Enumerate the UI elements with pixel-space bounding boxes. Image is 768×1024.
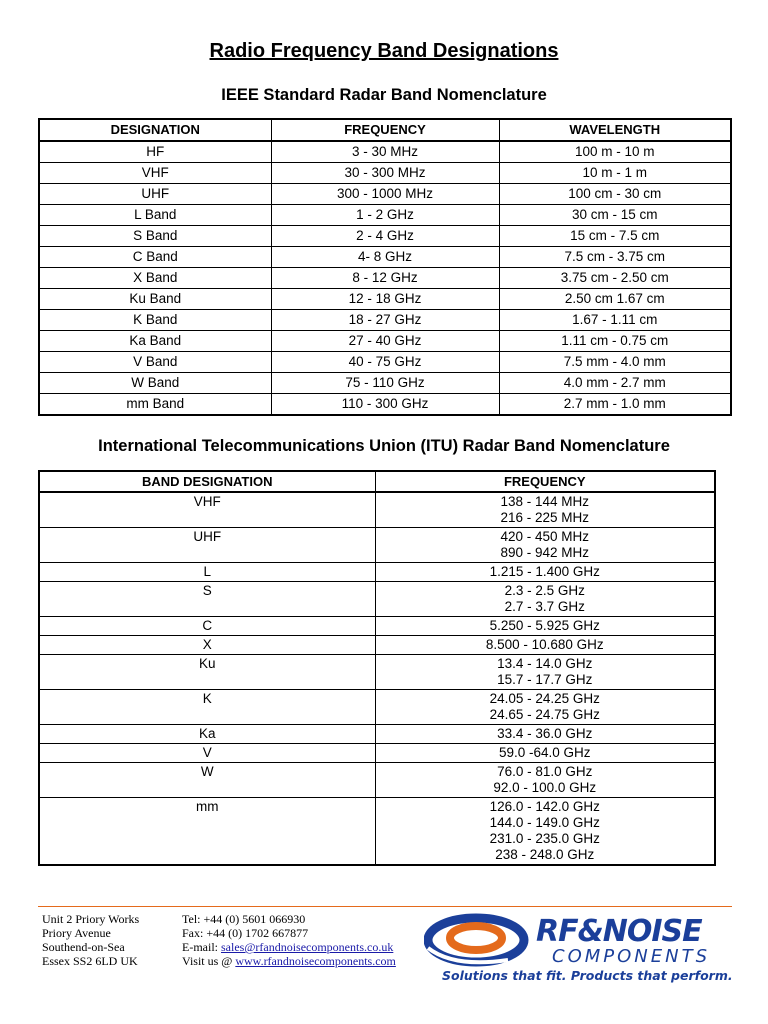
designation-cell: K Band — [39, 310, 271, 331]
band-designation-cell: S — [39, 582, 375, 617]
designation-cell: UHF — [39, 184, 271, 205]
frequency-cell — [375, 563, 715, 582]
table-row — [39, 247, 731, 268]
frequency-cell — [375, 744, 715, 763]
band-designation-cell: Ka — [39, 725, 375, 744]
ieee-header-row — [39, 119, 731, 141]
designation-cell: VHF — [39, 163, 271, 184]
frequency-cell — [375, 655, 715, 690]
band-designation-cell: UHF — [39, 528, 375, 563]
table-row — [39, 394, 731, 416]
frequency-cell: 2 - 4 GHz — [271, 226, 499, 247]
frequency-cell — [375, 725, 715, 744]
frequency-range: 33.4 - 36.0 GHz — [497, 726, 593, 741]
table-row — [39, 617, 715, 636]
band-designation-cell: W — [39, 763, 375, 798]
frequency-range: 92.0 - 100.0 GHz — [493, 780, 597, 795]
logo-subtext: COMPONENTS — [552, 946, 711, 967]
band-designation-cell: X — [39, 636, 375, 655]
frequency-cell: 18 - 27 GHz — [271, 310, 499, 331]
frequency-range: 13.4 - 14.0 GHz — [497, 656, 593, 671]
table-row — [39, 184, 731, 205]
frequency-cell — [375, 690, 715, 725]
table-row — [39, 563, 715, 582]
table-row — [39, 636, 715, 655]
frequency-range: 231.0 - 235.0 GHz — [489, 831, 600, 846]
designation-cell: Ka Band — [39, 331, 271, 352]
table-row — [39, 352, 731, 373]
wavelength-cell: 100 m - 10 m — [499, 141, 731, 163]
column-header-frequency: FREQUENCY — [271, 119, 499, 141]
column-header-band-designation: BAND DESIGNATION — [39, 471, 375, 492]
frequency-range: 1.215 - 1.400 GHz — [489, 564, 600, 579]
itu-section-title: International Telecommunications Union (ITU) Radar Band Nomenclature — [98, 437, 670, 455]
designation-cell: S Band — [39, 226, 271, 247]
website-link[interactable]: www.rfandnoisecomponents.com — [235, 954, 396, 968]
frequency-range: 59.0 -64.0 GHz — [498, 745, 591, 760]
frequency-cell — [375, 492, 715, 528]
designation-cell: Ku Band — [39, 289, 271, 310]
address-line: Priory Avenue — [42, 926, 111, 940]
wavelength-cell: 1.11 cm - 0.75 cm — [499, 331, 731, 352]
wavelength-cell: 30 cm - 15 cm — [499, 205, 731, 226]
table-row — [39, 205, 731, 226]
table-row — [39, 289, 731, 310]
table-row — [39, 763, 715, 798]
company-address — [42, 912, 139, 968]
table-row — [39, 373, 731, 394]
frequency-cell — [375, 798, 715, 866]
designation-cell: V Band — [39, 352, 271, 373]
designation-cell: W Band — [39, 373, 271, 394]
frequency-cell — [375, 617, 715, 636]
frequency-range: 8.500 - 10.680 GHz — [485, 637, 604, 652]
logo-wordmark: RF&NOISE — [536, 914, 702, 949]
frequency-cell: 12 - 18 GHz — [271, 289, 499, 310]
column-header-wavelength: WAVELENGTH — [499, 119, 731, 141]
frequency-cell: 3 - 30 MHz — [271, 141, 499, 163]
band-designation-cell: C — [39, 617, 375, 636]
band-designation-cell: K — [39, 690, 375, 725]
table-row — [39, 310, 731, 331]
band-designation-cell: Ku — [39, 655, 375, 690]
fax-number: Fax: +44 (0) 1702 667877 — [182, 926, 309, 940]
table-row — [39, 331, 731, 352]
frequency-cell: 110 - 300 GHz — [271, 394, 499, 416]
designation-cell: HF — [39, 141, 271, 163]
wavelength-cell: 2.50 cm 1.67 cm — [499, 289, 731, 310]
company-logo — [424, 908, 734, 988]
table-row — [39, 528, 715, 563]
table-row — [39, 690, 715, 725]
wavelength-cell: 10 m - 1 m — [499, 163, 731, 184]
frequency-range: 238 - 248.0 GHz — [495, 847, 595, 862]
table-row — [39, 798, 715, 866]
frequency-range: 126.0 - 142.0 GHz — [489, 799, 600, 814]
wavelength-cell: 2.7 mm - 1.0 mm — [499, 394, 731, 416]
wavelength-cell: 15 cm - 7.5 cm — [499, 226, 731, 247]
table-row — [39, 744, 715, 763]
frequency-cell — [375, 582, 715, 617]
frequency-cell: 4- 8 GHz — [271, 247, 499, 268]
band-designation-cell: V — [39, 744, 375, 763]
table-row — [39, 655, 715, 690]
email-label: E-mail: — [182, 940, 221, 954]
wavelength-cell: 4.0 mm - 2.7 mm — [499, 373, 731, 394]
table-row — [39, 582, 715, 617]
frequency-cell: 300 - 1000 MHz — [271, 184, 499, 205]
address-line: Southend-on-Sea — [42, 940, 125, 954]
frequency-cell: 75 - 110 GHz — [271, 373, 499, 394]
frequency-range: 15.7 - 17.7 GHz — [497, 672, 593, 687]
swoosh-logo-icon — [424, 908, 534, 970]
table-row — [39, 226, 731, 247]
frequency-cell — [375, 763, 715, 798]
band-designation-cell: mm — [39, 798, 375, 866]
designation-cell: L Band — [39, 205, 271, 226]
frequency-range: 138 - 144 MHz — [500, 494, 590, 509]
wavelength-cell: 100 cm - 30 cm — [499, 184, 731, 205]
table-row — [39, 163, 731, 184]
wavelength-cell: 7.5 cm - 3.75 cm — [499, 247, 731, 268]
frequency-cell: 30 - 300 MHz — [271, 163, 499, 184]
frequency-range: 420 - 450 MHz — [500, 529, 590, 544]
email-row — [182, 940, 396, 954]
itu-band-table — [38, 470, 716, 866]
designation-cell: C Band — [39, 247, 271, 268]
ieee-band-table — [38, 118, 732, 416]
wavelength-cell: 3.75 cm - 2.50 cm — [499, 268, 731, 289]
frequency-cell — [375, 636, 715, 655]
frequency-range: 216 - 225 MHz — [500, 510, 590, 525]
wavelength-cell: 7.5 mm - 4.0 mm — [499, 352, 731, 373]
page-title: Radio Frequency Band Designations — [209, 40, 559, 62]
designation-cell: X Band — [39, 268, 271, 289]
frequency-range: 890 - 942 MHz — [500, 545, 590, 560]
frequency-range: 144.0 - 149.0 GHz — [489, 815, 600, 830]
column-header-designation: DESIGNATION — [39, 119, 271, 141]
frequency-range: 24.65 - 24.75 GHz — [489, 707, 600, 722]
table-row — [39, 725, 715, 744]
website-label: Visit us @ — [182, 954, 236, 968]
itu-header-row — [39, 471, 715, 492]
frequency-cell: 40 - 75 GHz — [271, 352, 499, 373]
footer-divider — [38, 906, 732, 907]
company-contact — [182, 912, 396, 968]
frequency-range: 2.7 - 3.7 GHz — [504, 599, 585, 614]
ieee-section-title: IEEE Standard Radar Band Nomenclature — [221, 86, 547, 104]
logo-tagline: Solutions that fit. Products that perform. — [442, 968, 733, 983]
website-row — [182, 954, 396, 968]
wavelength-cell: 1.67 - 1.11 cm — [499, 310, 731, 331]
email-link[interactable]: sales@rfandnoisecomponents.co.uk — [221, 940, 394, 954]
frequency-range: 76.0 - 81.0 GHz — [497, 764, 593, 779]
frequency-range: 2.3 - 2.5 GHz — [504, 583, 585, 598]
table-row — [39, 141, 731, 163]
phone-number: Tel: +44 (0) 5601 066930 — [182, 912, 306, 926]
frequency-range: 5.250 - 5.925 GHz — [489, 618, 600, 633]
frequency-cell: 27 - 40 GHz — [271, 331, 499, 352]
address-line: Unit 2 Priory Works — [42, 912, 140, 926]
designation-cell: mm Band — [39, 394, 271, 416]
address-line: Essex SS2 6LD UK — [42, 954, 138, 968]
frequency-cell: 8 - 12 GHz — [271, 268, 499, 289]
frequency-range: 24.05 - 24.25 GHz — [489, 691, 600, 706]
frequency-cell: 1 - 2 GHz — [271, 205, 499, 226]
band-designation-cell: VHF — [39, 492, 375, 528]
band-designation-cell: L — [39, 563, 375, 582]
column-header-frequency: FREQUENCY — [375, 471, 715, 492]
table-row — [39, 268, 731, 289]
frequency-cell — [375, 528, 715, 563]
table-row — [39, 492, 715, 528]
